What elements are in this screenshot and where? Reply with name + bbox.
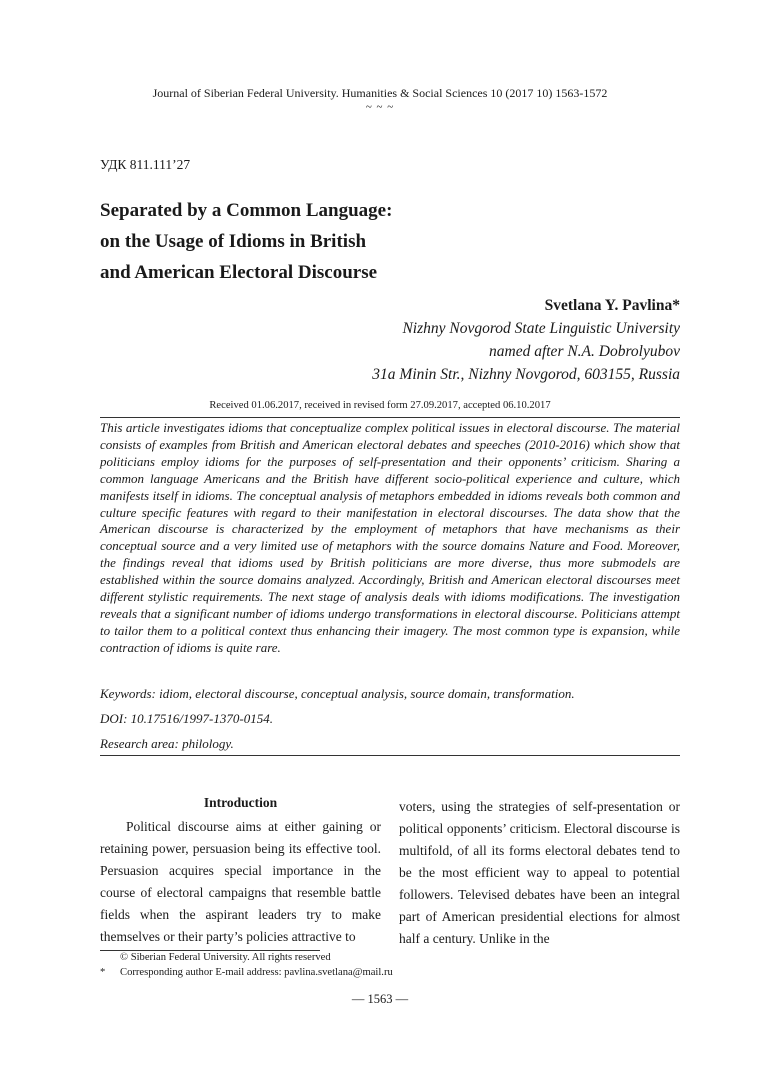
affiliation-line-1: Nizhny Novgorod State Linguistic University <box>402 320 680 337</box>
affiliation-line-2: named after N.A. Dobrolyubov <box>489 343 680 360</box>
footnote-marker: * <box>100 967 106 978</box>
udc-code: УДК 811.111’27 <box>100 157 191 172</box>
title-line-2: on the Usage of Idioms in British <box>100 231 367 252</box>
body-left-column <box>100 792 381 948</box>
author-name: Svetlana Y. Pavlina* <box>544 297 680 314</box>
corresponding-author-text: Corresponding author E-mail address: pavlina.svetlana@mail.ru <box>120 967 393 978</box>
author-address: 31a Minin Str., Nizhny Novgorod, 603155, Russia <box>372 366 680 383</box>
abstract-text: This article investigates idioms that conceptualize complex political issues in electoral discourse. The material consists of examples from British and American electoral debates and speeches (2010-2016) which show that politicians employ idioms for the purposes of self-presentation and their opponents’ criticism. Sharing a common language Americans and the British have different socio-political experience and culture, which manifests itself in idioms. The conceptual analysis of metaphors embedded in idioms reveals both common and culture specific features with regard to their manifestation in electoral discourses. The data show that the American discourse is characterized by the employment of metaphors that have mechanisms as their conceptual source and a very limited use of metaphors with the source domains Nature and Food. Moreover, the findings reveal that idioms used by British politicians are more diverse, thus more submodels are established within the source domains analyzed. Accordingly, British and American electoral discourses meet different stylistic requirements. The next stage of analysis deals with idioms modifications. The investigation reveals that a significant number of idioms undergo transformations in electoral discourse. Politicians attempt to tailor them to a political context thus enhancing their imagery. The most common type is expansion, while contraction of idioms is quite rare. <box>100 420 680 655</box>
doi: DOI: 10.17516/1997-1370-0154. <box>100 711 273 726</box>
page-number: — 1563 — <box>351 992 409 1006</box>
received-dates: Received 01.06.2017, received in revised form 27.09.2017, accepted 06.10.2017 <box>209 400 551 411</box>
copyright-text: © Siberian Federal University. All rights reserved <box>120 952 331 963</box>
body-right-column <box>399 796 680 950</box>
journal-header: Journal of Siberian Federal University. Humanities & Social Sciences 10 (2017 10) 1563-1572 <box>152 86 608 100</box>
research-area: Research area: philology. <box>100 736 234 751</box>
title-line-3: and American Electoral Discourse <box>100 262 378 283</box>
footnote-rule <box>100 950 320 951</box>
keywords: Keywords: idiom, electoral discourse, conceptual analysis, source domain, transformation. <box>100 686 575 701</box>
author-block <box>372 294 680 386</box>
section-heading-introduction: Introduction <box>203 795 278 810</box>
abstract-top-rule <box>100 417 680 418</box>
body-paragraph-left: Political discourse aims at either gaining or retaining power, persuasion being its effective tool. Persuasion acquires special importance in the course of electoral campaigns that resemble battle fields when the aspirant leaders try to make themselves or their party’s policies attractive to <box>100 819 381 944</box>
header-separator: ~ ~ ~ <box>365 101 395 113</box>
article-title <box>100 195 520 288</box>
abstract-bottom-rule <box>100 755 680 756</box>
body-paragraph-right: voters, using the strategies of self-presentation or political opponents’ criticism. Electoral discourse is multifold, of all its forms electoral debates tend to be the most efficient way to appeal to potential followers. Televised debates have been an integral part of American presidential elections for almost half a century. Unlike in the <box>399 799 680 946</box>
title-line-1: Separated by a Common Language: <box>100 200 393 221</box>
